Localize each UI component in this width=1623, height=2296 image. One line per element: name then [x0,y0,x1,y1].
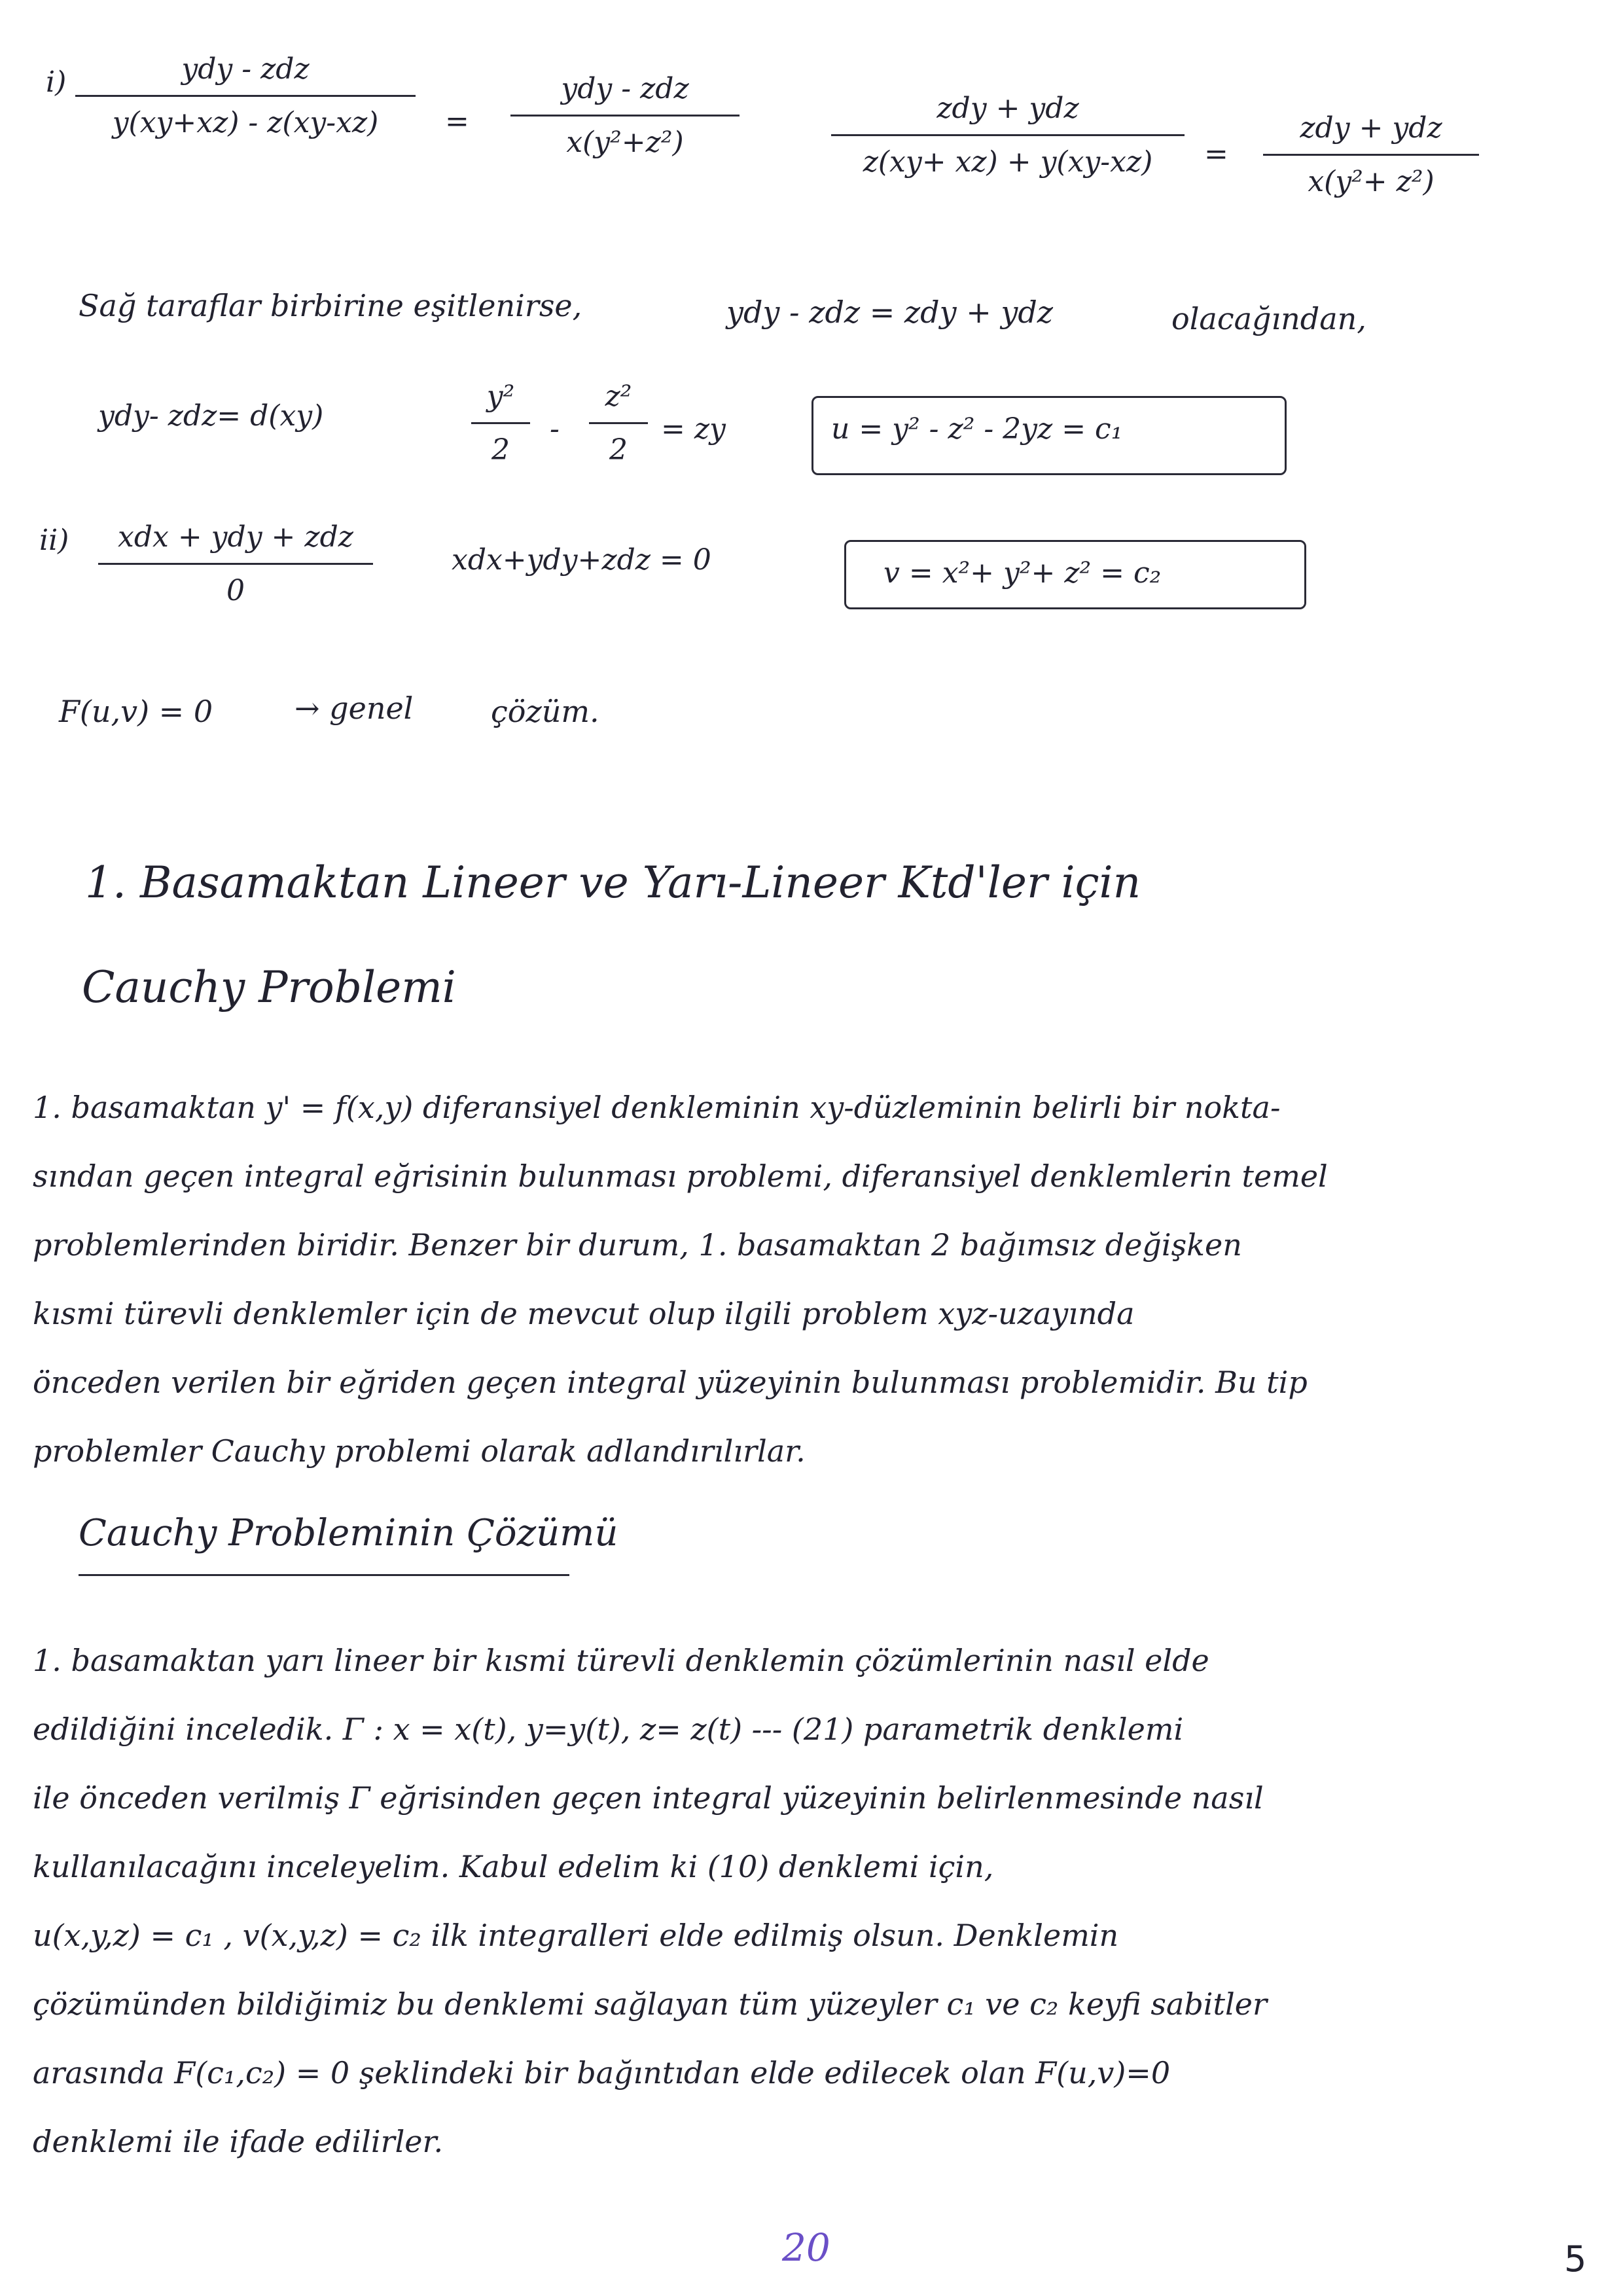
paragraph-line: arasında F(c₁,c₂) = 0 şeklindeki bir bağıntıdan elde edilecek olan F(u,v)=0 [33,2055,1171,2090]
paragraph-line: u(x,y,z) = c₁ , v(x,y,z) = c₂ ilk integralleri elde edilmiş olsun. Denklemin [33,1918,1119,1953]
v-second-integral: v = x²+ y²+ z² = c₂ [883,556,1162,590]
fraction-ii-denominator: 0 [226,574,245,607]
page-number: 20 [782,2225,830,2270]
paragraph-line: 1. basamaktan y' = f(x,y) diferansiyel denkleminin xy-düzleminin belirli bir nokta- [33,1090,1281,1125]
fraction-bar [471,422,530,424]
fraction-1-numerator: ydy - zdz [181,52,310,86]
equals-sign: = [445,105,469,138]
equals-sign: = [1204,137,1228,171]
minus-sign: - [550,412,560,446]
half-fraction-1 [471,380,530,467]
general-arrow-text: → genel [294,691,414,726]
paragraph-line: önceden verilen bir eğriden geçen integral yüzeyinin bulunması problemidir. Bu tip [33,1365,1308,1400]
cauchy-solution-paragraph [33,1626,1590,2176]
equals-zy: = zy [661,412,726,446]
half-fraction-2-numerator: z² [605,380,632,413]
paragraph-line: problemler Cauchy problemi olarak adlandırılırlar. [33,1433,806,1469]
subheading-underline [79,1574,569,1576]
fraction-2-numerator: ydy - zdz [561,72,689,105]
section-heading-line1: 1. Basamaktan Lineer ve Yarı-Lineer Ktd'ler için [85,857,1141,908]
fraction-bar [831,134,1185,136]
fraction-4 [1263,111,1479,198]
fraction-3-numerator: zdy + ydz [936,92,1079,125]
fraction-2 [510,72,740,159]
fraction-ii [98,520,373,607]
d-xy-equation: ydy- zdz= d(xy) [98,399,324,433]
corner-mark: 5 [1564,2238,1587,2280]
fraction-4-denominator: x(y²+ z²) [1308,165,1435,198]
fraction-bar [1263,154,1479,156]
paragraph-line: denklemi ile ifade edilirler. [33,2124,444,2159]
fraction-bar [510,115,740,117]
subheading-cauchy-solution: Cauchy Probleminin Çözümü [79,1512,618,1554]
right-sides-equation: ydy - zdz = zdy + ydz [726,295,1054,330]
paragraph-line: kullanılacağını inceleyelim. Kabul edelim ki (10) denklemi için, [33,1849,994,1884]
general-solution-word: çözüm. [491,694,599,729]
fraction-3-denominator: z(xy+ xz) + y(xy-xz) [863,145,1153,179]
paragraph-line: kısmi türevli denklemler için de mevcut olup ilgili problem xyz-uzayında [33,1296,1135,1331]
half-fraction-2 [589,380,648,467]
half-fraction-1-numerator: y² [486,380,515,413]
fraction-4-numerator: zdy + ydz [1300,111,1442,145]
fraction-bar [98,563,373,565]
paragraph-line: edildiğini inceledik. Γ : x = x(t), y=y(t), z= z(t) --- (21) parametrik denklemi [33,1712,1184,1747]
sag-taraflar-text: Sağ taraflar birbirine eşitlenirse, [79,288,582,323]
paragraph-line: sından geçen integral eğrisinin bulunması problemi, diferansiyel denklemlerin temel [33,1158,1328,1194]
fraction-bar [589,422,648,424]
fraction-bar [75,95,416,97]
paragraph-line: 1. basamaktan yarı lineer bir kısmi türevli denklemin çözümlerinin nasıl elde [33,1643,1209,1678]
section-heading-line2: Cauchy Problemi [82,962,456,1013]
general-solution-f: F(u,v) = 0 [59,694,213,729]
half-fraction-1-denominator: 2 [491,433,510,467]
u-first-integral: u = y² - z² - 2yz = c₁ [831,412,1123,446]
paragraph-line: çözümünden bildiğimiz bu denklemi sağlayan tüm yüzeyler c₁ ve c₂ keyfi sabitler [33,1986,1267,2022]
cauchy-intro-paragraph [33,1073,1590,1486]
fraction-1-denominator: y(xy+xz) - z(xy-xz) [112,106,379,139]
paragraph-line: ile önceden verilmiş Γ eğrisinden geçen integral yüzeyinin belirlenmesinde nasıl [33,1780,1264,1816]
ii-equation: xdx+ydy+zdz = 0 [452,543,711,577]
fraction-ii-numerator: xdx + ydy + zdz [118,520,353,554]
label-ii: ii) [39,524,69,557]
fraction-3 [831,92,1185,179]
fraction-2-denominator: x(y²+z²) [566,126,684,159]
label-i: i) [46,65,67,99]
olacagindan-text: olacağından, [1171,301,1366,336]
paragraph-line: problemlerinden biridir. Benzer bir durum, 1. basamaktan 2 bağımsız değişken [33,1227,1242,1263]
half-fraction-2-denominator: 2 [609,433,628,467]
fraction-1 [75,52,416,139]
